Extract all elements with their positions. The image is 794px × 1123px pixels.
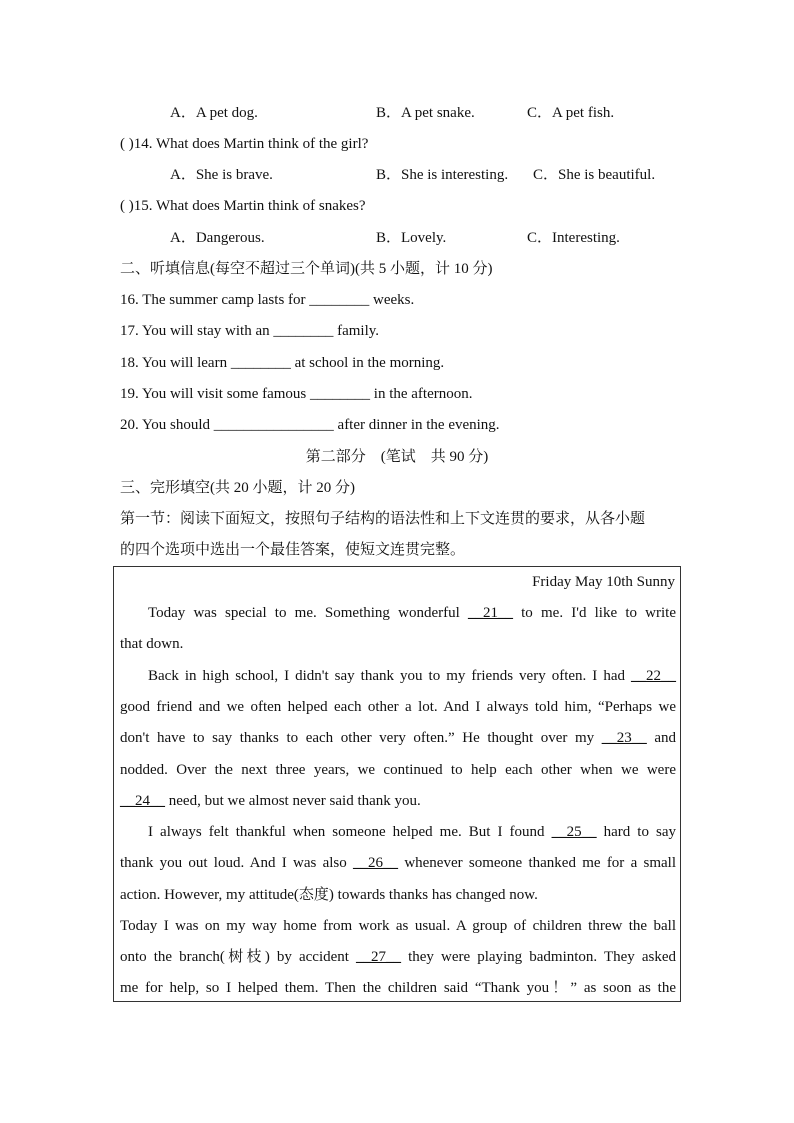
q14-option-a: A．She is brave. [170, 167, 273, 183]
diary-date: Friday May 10th Sunny [532, 574, 675, 590]
passage-line [148, 603, 676, 623]
passage-line [120, 728, 676, 748]
fill-text: 17. You will stay with an [120, 323, 274, 339]
fill-text: weeks. [369, 292, 415, 308]
q15-option-b: B．Lovely. [376, 230, 447, 246]
fill-text: family. [333, 323, 380, 339]
fill-item-16 [120, 290, 414, 310]
fill-item-18 [120, 353, 444, 373]
blank-25: __25__ [551, 824, 597, 840]
fill-blank: ________ [309, 292, 370, 308]
q13-option-c: C．A pet fish. [527, 105, 615, 121]
fill-text: 19. You will visit some famous [120, 386, 311, 402]
passage-line [148, 666, 676, 686]
passage-box [113, 566, 681, 1002]
passage-line [120, 947, 676, 967]
q15-option-a: A．Dangerous. [170, 230, 265, 246]
instruction-line-2: 的四个选项中选出一个最佳答案，使短文连贯完整。 [120, 542, 466, 558]
q13-option-a: A．A pet dog. [170, 105, 258, 121]
passage-line [148, 822, 676, 842]
fill-text: 18. You will learn [120, 355, 231, 371]
fill-blank: ________ [273, 323, 334, 339]
q15-question: ( )15. What does Martin think of snakes? [120, 198, 366, 214]
passage-line [120, 853, 676, 873]
passage-line: good friend and we often helped each other a lot. And I always told him, “Perhaps we [120, 699, 676, 715]
fill-blank: ________ [230, 355, 291, 371]
passage-text: to me. I'd like to write [512, 605, 676, 621]
passage-text: need, but we almost never said thank you. [165, 793, 421, 809]
passage-line: Today I was on my way home from work as usual. A group of children threw the ball [120, 918, 676, 934]
passage-text: Back in high school, I didn't say thank you to my friends very often. I had [148, 668, 631, 684]
blank-24: __24__ [120, 793, 165, 809]
q15-option-c: C．Interesting. [527, 230, 620, 246]
q14-option-b: B．She is interesting. [376, 167, 509, 183]
blank-23: __23__ [601, 730, 647, 746]
fill-item-20 [120, 415, 500, 435]
fill-item-17 [120, 321, 379, 341]
passage-text: thank you out loud. And I was also [120, 855, 354, 871]
blank-26: __26__ [353, 855, 399, 871]
q14-question: ( )14. What does Martin think of the girl? [120, 136, 369, 152]
fill-text: in the afternoon. [370, 386, 473, 402]
blank-27: __27__ [356, 949, 402, 965]
passage-line [120, 791, 421, 811]
passage-text: and [646, 730, 676, 746]
passage-text: onto the branch(树枝) by accident [120, 949, 357, 965]
q13-option-b: B．A pet snake. [376, 105, 475, 121]
passage-text: they were playing badminton. They asked [401, 949, 676, 965]
section2-title: 二、听填信息(每空不超过三个单词)(共 5 小题，计 10 分) [120, 261, 493, 277]
fill-text: 20. You should [120, 417, 214, 433]
passage-text: I always felt thankful when someone helped me. But I found [148, 824, 552, 840]
fill-text: after dinner in the evening. [333, 417, 500, 433]
fill-text: at school in the morning. [290, 355, 445, 371]
fill-text: 16. The summer camp lasts for [120, 292, 310, 308]
blank-21: __21__ [467, 605, 513, 621]
blank-22: __22__ [631, 668, 676, 684]
passage-text: hard to say [596, 824, 676, 840]
passage-line: nodded. Over the next three years, we continued to help each other when we were [120, 762, 676, 778]
passage-line: me for help, so I helped them. Then the children said “Thank you！” as soon as the [120, 980, 676, 996]
fill-blank: ________________ [213, 417, 334, 433]
passage-text: whenever someone thanked me for a small [398, 855, 676, 871]
section3-title: 三、完形填空(共 20 小题，计 20 分) [120, 480, 355, 496]
fill-item-19 [120, 384, 473, 404]
passage-line: that down. [120, 636, 184, 652]
q14-option-c: C．She is beautiful. [533, 167, 656, 183]
fill-blank: ________ [310, 386, 371, 402]
passage-line: action. However, my attitude(态度) towards thanks has changed now. [120, 887, 538, 903]
part2-title: 第二部分 (笔试 共 90 分) [305, 449, 489, 465]
passage-text: Today was special to me. Something wonderful [148, 605, 468, 621]
instruction-line-1: 第一节：阅读下面短文，按照句子结构的语法性和上下文连贯的要求，从各小题 [120, 511, 646, 527]
passage-text: don't have to say thanks to each other very often.” He thought over my [120, 730, 602, 746]
